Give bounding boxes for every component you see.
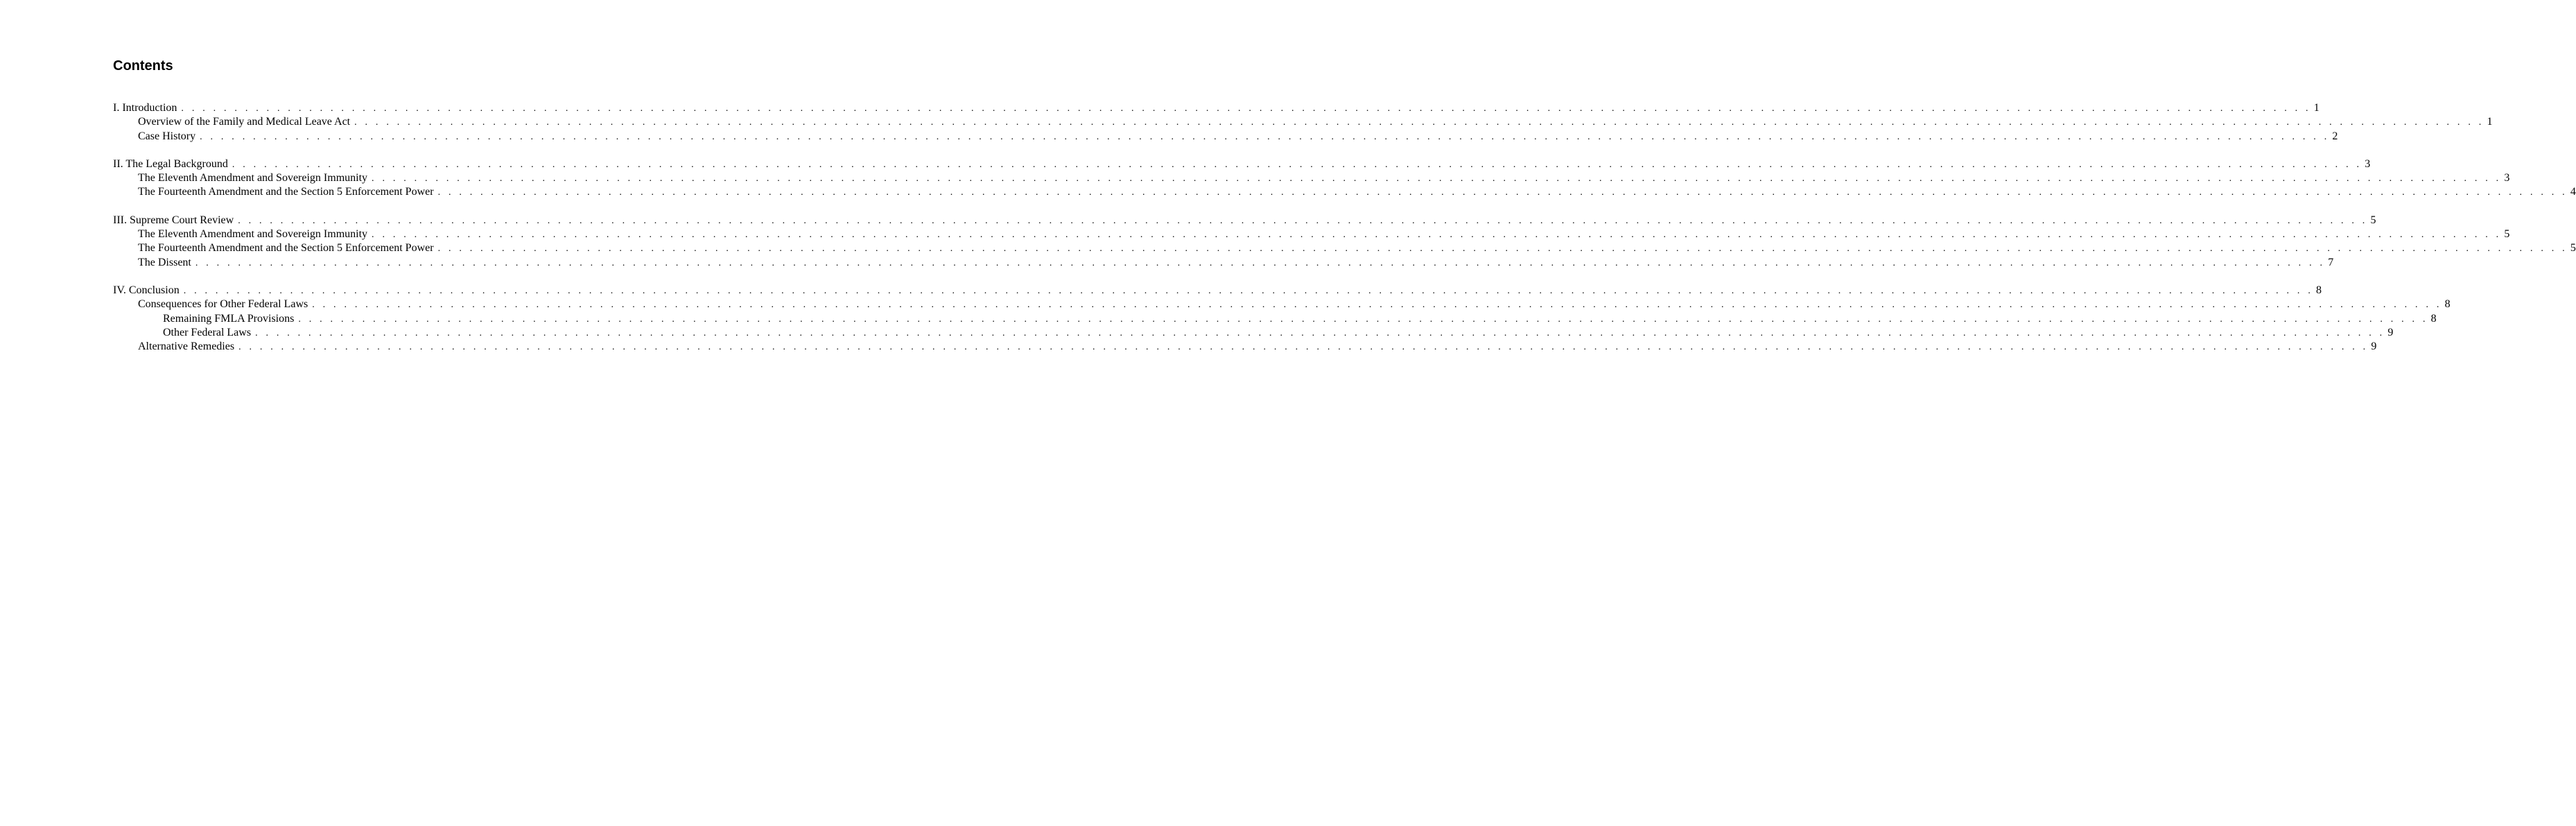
toc-entry-label: Case History: [138, 130, 196, 142]
toc-entry[interactable]: [113, 214, 2376, 227]
toc-entry-label: Remaining FMLA Provisions: [163, 312, 295, 325]
toc-page-number: 8: [2316, 284, 2322, 296]
dot-leader: . . . . . . . . . . . . . . . . . . . . . . . . . . . . . . . . . . . . . . . . . . . . . . . . . . . . . . . . . . . . . . . . . . . . . . . . . . . . . . . . . . . . . . . . . . . . . . . . . . . . . . . . . . . . . . . . . . . . . . . . . . . . . . . . . . . . . . . . . . . . . . . . . . . . . . . . . . . . . . . . . . . . . . . . . . . . . . . . . . . . . . . . . . . . . . . . . . . . . . . .: [238, 342, 2369, 353]
dot-leader: . . . . . . . . . . . . . . . . . . . . . . . . . . . . . . . . . . . . . . . . . . . . . . . . . . . . . . . . . . . . . . . . . . . . . . . . . . . . . . . . . . . . . . . . . . . . . . . . . . . . . . . . . . . . . . . . . . . . . . . . . . . . . . . . . . . . . . . . . . . . . . . . . . . . . . . . . . . . . . . . . . . . . . . . . . . . . . . . . . . . . . . . . . . . . . . . . . . . . . . .: [200, 131, 2330, 142]
toc-page-number: 5: [2370, 214, 2376, 226]
dot-leader: . . . . . . . . . . . . . . . . . . . . . . . . . . . . . . . . . . . . . . . . . . . . . . . . . . . . . . . . . . . . . . . . . . . . . . . . . . . . . . . . . . . . . . . . . . . . . . . . . . . . . . . . . . . . . . . . . . . . . . . . . . . . . . . . . . . . . . . . . . . . . . . . . . . . . . . . . . . . . . . . . . . . . . . . . . . . . . . . . . . . . . . . . . . . . . . . . . . . . . . .: [195, 257, 2326, 268]
toc-entry-label: The Eleventh Amendment and Sovereign Immunity: [138, 172, 368, 184]
table-of-contents: [113, 101, 2576, 368]
toc-entry[interactable]: [113, 115, 2493, 129]
toc-entry[interactable]: [113, 185, 2576, 199]
toc-page-number: 9: [2371, 341, 2377, 353]
toc-page-number: 3: [2365, 157, 2371, 170]
toc-page-number: 5: [2504, 228, 2510, 241]
toc-entry-label: Other Federal Laws: [163, 326, 252, 338]
dot-leader: . . . . . . . . . . . . . . . . . . . . . . . . . . . . . . . . . . . . . . . . . . . . . . . . . . . . . . . . . . . . . . . . . . . . . . . . . . . . . . . . . . . . . . . . . . . . . . . . . . . . . . . . . . . . . . . . . . . . . . . . . . . . . . . . . . . . . . . . . . . . . . . . . . . . . . . . . . . . . . . . . . . . . . . . . . . . . . . . . . . . . . . . . . . . . . . . . . . . . . . .: [298, 313, 2428, 325]
toc-entry-label: I. Introduction: [113, 102, 177, 114]
toc-entry[interactable]: [113, 171, 2510, 185]
toc-entry-label: The Eleventh Amendment and Sovereign Immunity: [138, 228, 368, 241]
toc-page-number: 3: [2504, 172, 2510, 184]
dot-leader: . . . . . . . . . . . . . . . . . . . . . . . . . . . . . . . . . . . . . . . . . . . . . . . . . . . . . . . . . . . . . . . . . . . . . . . . . . . . . . . . . . . . . . . . . . . . . . . . . . . . . . . . . . . . . . . . . . . . . . . . . . . . . . . . . . . . . . . . . . . . . . . . . . . . . . . . . . . . . . . . . . . . . . . . . . . . . . . . . . . . . . . . . . . . . . . . . . . . . . . .: [181, 103, 2311, 114]
toc-entry-label: II. The Legal Background: [113, 157, 228, 170]
dot-leader: . . . . . . . . . . . . . . . . . . . . . . . . . . . . . . . . . . . . . . . . . . . . . . . . . . . . . . . . . . . . . . . . . . . . . . . . . . . . . . . . . . . . . . . . . . . . . . . . . . . . . . . . . . . . . . . . . . . . . . . . . . . . . . . . . . . . . . . . . . . . . . . . . . . . . . . . . . . . . . . . . . . . . . . . . . . . . . . . . . . . . . . . . . . . . . . . . . . . . . . .: [372, 173, 2502, 184]
dot-leader: . . . . . . . . . . . . . . . . . . . . . . . . . . . . . . . . . . . . . . . . . . . . . . . . . . . . . . . . . . . . . . . . . . . . . . . . . . . . . . . . . . . . . . . . . . . . . . . . . . . . . . . . . . . . . . . . . . . . . . . . . . . . . . . . . . . . . . . . . . . . . . . . . . . . . . . . . . . . . . . . . . . . . . . . . . . . . . . . . . . . . . . . . . . . . . . . . . . . . . . .: [183, 285, 2314, 296]
dot-leader: . . . . . . . . . . . . . . . . . . . . . . . . . . . . . . . . . . . . . . . . . . . . . . . . . . . . . . . . . . . . . . . . . . . . . . . . . . . . . . . . . . . . . . . . . . . . . . . . . . . . . . . . . . . . . . . . . . . . . . . . . . . . . . . . . . . . . . . . . . . . . . . . . . . . . . . . . . . . . . . . . . . . . . . . . . . . . . . . . . . . . . . . . . . . . . . . . . . . . . . .: [255, 327, 2385, 338]
toc-entry[interactable]: [113, 241, 2576, 255]
dot-leader: . . . . . . . . . . . . . . . . . . . . . . . . . . . . . . . . . . . . . . . . . . . . . . . . . . . . . . . . . . . . . . . . . . . . . . . . . . . . . . . . . . . . . . . . . . . . . . . . . . . . . . . . . . . . . . . . . . . . . . . . . . . . . . . . . . . . . . . . . . . . . . . . . . . . . . . . . . . . . . . . . . . . . . . . . . . . . . . . . . . . . . . . . . . . . . . . . . . . . . . .: [437, 243, 2568, 255]
toc-entry[interactable]: [113, 298, 2451, 311]
toc-page-number: 7: [2328, 256, 2334, 268]
toc-entry[interactable]: [113, 256, 2334, 270]
toc-entry-label: IV. Conclusion: [113, 284, 180, 296]
dot-leader: . . . . . . . . . . . . . . . . . . . . . . . . . . . . . . . . . . . . . . . . . . . . . . . . . . . . . . . . . . . . . . . . . . . . . . . . . . . . . . . . . . . . . . . . . . . . . . . . . . . . . . . . . . . . . . . . . . . . . . . . . . . . . . . . . . . . . . . . . . . . . . . . . . . . . . . . . . . . . . . . . . . . . . . . . . . . . . . . . . . . . . . . . . . . . . . . . . . . . . . .: [312, 300, 2442, 311]
toc-entry-label: III. Supreme Court Review: [113, 214, 234, 226]
toc-page-number: 4: [2570, 186, 2576, 198]
toc-entry[interactable]: [113, 284, 2322, 298]
toc-page-number: 1: [2313, 102, 2320, 114]
page-title: Contents: [113, 58, 173, 74]
toc-entry[interactable]: [113, 340, 2377, 354]
dot-leader: . . . . . . . . . . . . . . . . . . . . . . . . . . . . . . . . . . . . . . . . . . . . . . . . . . . . . . . . . . . . . . . . . . . . . . . . . . . . . . . . . . . . . . . . . . . . . . . . . . . . . . . . . . . . . . . . . . . . . . . . . . . . . . . . . . . . . . . . . . . . . . . . . . . . . . . . . . . . . . . . . . . . . . . . . . . . . . . . . . . . . . . . . . . . . . . . . . . . . . . .: [354, 117, 2484, 128]
toc-page-number: 5: [2570, 242, 2576, 255]
toc-entry[interactable]: [113, 326, 2394, 340]
dot-leader: . . . . . . . . . . . . . . . . . . . . . . . . . . . . . . . . . . . . . . . . . . . . . . . . . . . . . . . . . . . . . . . . . . . . . . . . . . . . . . . . . . . . . . . . . . . . . . . . . . . . . . . . . . . . . . . . . . . . . . . . . . . . . . . . . . . . . . . . . . . . . . . . . . . . . . . . . . . . . . . . . . . . . . . . . . . . . . . . . . . . . . . . . . . . . . . . . . . . . . . .: [372, 230, 2502, 241]
toc-section: [113, 214, 2576, 270]
toc-page-number: 8: [2430, 312, 2437, 325]
toc-page-number: 2: [2332, 130, 2338, 142]
toc-section: [113, 284, 2451, 354]
toc-entry-label: Alternative Remedies: [138, 341, 235, 353]
dot-leader: . . . . . . . . . . . . . . . . . . . . . . . . . . . . . . . . . . . . . . . . . . . . . . . . . . . . . . . . . . . . . . . . . . . . . . . . . . . . . . . . . . . . . . . . . . . . . . . . . . . . . . . . . . . . . . . . . . . . . . . . . . . . . . . . . . . . . . . . . . . . . . . . . . . . . . . . . . . . . . . . . . . . . . . . . . . . . . . . . . . . . . . . . . . . . . . . . . . . . . . .: [238, 215, 2368, 226]
toc-entry[interactable]: [113, 157, 2371, 171]
toc-page-number: 8: [2444, 298, 2451, 311]
toc-entry[interactable]: [113, 227, 2510, 241]
toc-section: [113, 157, 2576, 200]
toc-entry-label: The Fourteenth Amendment and the Section 5 Enforcement Power: [138, 242, 434, 255]
toc-entry-label: Overview of the Family and Medical Leave Act: [138, 116, 351, 128]
toc-entry[interactable]: [113, 130, 2338, 144]
toc-entry[interactable]: [113, 101, 2320, 115]
toc-entry-label: The Dissent: [138, 256, 191, 268]
toc-page-number: 9: [2387, 326, 2394, 338]
toc-section: [113, 101, 2493, 144]
toc-entry[interactable]: [113, 312, 2437, 326]
toc-entry-label: The Fourteenth Amendment and the Section 5 Enforcement Power: [138, 186, 434, 198]
toc-page-number: 1: [2487, 116, 2493, 128]
dot-leader: . . . . . . . . . . . . . . . . . . . . . . . . . . . . . . . . . . . . . . . . . . . . . . . . . . . . . . . . . . . . . . . . . . . . . . . . . . . . . . . . . . . . . . . . . . . . . . . . . . . . . . . . . . . . . . . . . . . . . . . . . . . . . . . . . . . . . . . . . . . . . . . . . . . . . . . . . . . . . . . . . . . . . . . . . . . . . . . . . . . . . . . . . . . . . . . . . . . . . . . .: [437, 187, 2568, 198]
dot-leader: . . . . . . . . . . . . . . . . . . . . . . . . . . . . . . . . . . . . . . . . . . . . . . . . . . . . . . . . . . . . . . . . . . . . . . . . . . . . . . . . . . . . . . . . . . . . . . . . . . . . . . . . . . . . . . . . . . . . . . . . . . . . . . . . . . . . . . . . . . . . . . . . . . . . . . . . . . . . . . . . . . . . . . . . . . . . . . . . . . . . . . . . . . . . . . . . . . . . . . . .: [232, 159, 2362, 170]
toc-entry-label: Consequences for Other Federal Laws: [138, 298, 308, 311]
